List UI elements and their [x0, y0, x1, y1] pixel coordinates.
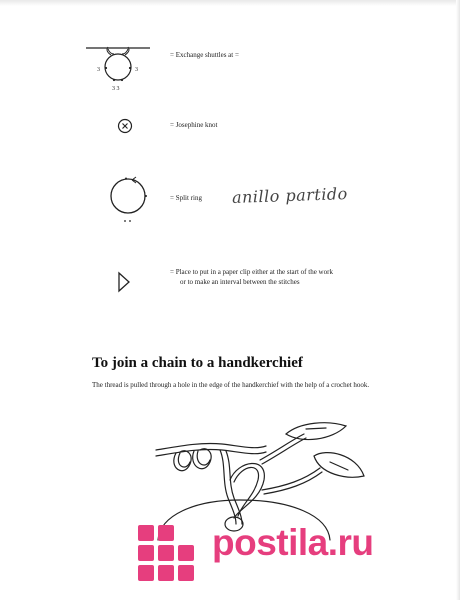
ring-digit-bottom: 3 3: [112, 86, 120, 92]
josephine-knot-icon: [117, 118, 133, 139]
split-ring-icon: [106, 172, 150, 231]
legend-text-paper-clip-line1: = Place to put in a paper clip either at the start of the work: [170, 268, 333, 276]
exchange-shuttles-ring-icon: [84, 40, 154, 100]
legend-text-split-ring: = Split ring: [170, 194, 202, 202]
ring-digit-right: 3: [135, 67, 138, 73]
page-top-edge: [0, 0, 460, 6]
page-right-edge: [456, 0, 460, 600]
paper-clip-triangle-icon: [117, 271, 131, 298]
ring-digit-left: 3: [97, 67, 100, 73]
section-body: The thread is pulled through a hole in the edge of the handkerchief with the help of a crochet hook.: [92, 381, 370, 389]
watermark-text: postila.ru: [212, 522, 374, 563]
handwritten-note: anillo partido: [231, 183, 349, 208]
legend-text-exchange-shuttles: = Exchange shuttles at =: [170, 51, 239, 59]
legend-text-josephine-knot: = Josephine knot: [170, 121, 218, 129]
section-title: To join a chain to a handkerchief: [92, 355, 303, 371]
legend-text-paper-clip-line2: or to make an interval between the stitches: [180, 278, 300, 286]
postila-logo-icon: [132, 521, 204, 590]
